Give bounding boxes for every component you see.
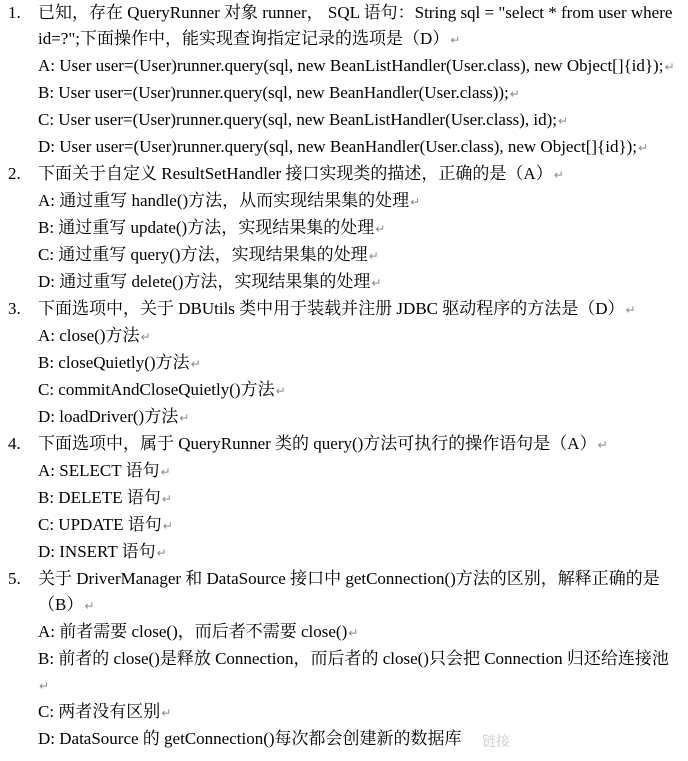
question-number: 3. xyxy=(8,299,21,318)
question-5 xyxy=(0,566,678,752)
question-number: 2. xyxy=(8,164,21,183)
question-number: 1. xyxy=(8,3,21,22)
question-3 xyxy=(0,296,678,431)
option-d: D: DataSource 的 getConnection()每次都会创建新的数据库 xyxy=(38,729,462,748)
question-stem: 关于 DriverManager 和 DataSource 接口中 getConnection()方法的区别，解释正确的是（B）↵ xyxy=(38,569,660,614)
option-d: D: INSERT 语句↵ xyxy=(38,542,167,561)
question-4 xyxy=(0,431,678,566)
question-number: 5. xyxy=(8,569,21,588)
question-number: 4. xyxy=(8,434,21,453)
option-c: C: User user=(User)runner.query(sql, new BeanListHandler(User.class), id);↵ xyxy=(38,110,569,129)
option-d: D: User user=(User)runner.query(sql, new BeanHandler(User.class), new Object[]{id});↵ xyxy=(38,137,649,156)
option-b: B: closeQuietly()方法↵ xyxy=(38,353,201,372)
question-stem: 下面选项中，关于 DBUtils 类中用于装载并注册 JDBC 驱动程序的方法是（D）↵ xyxy=(38,299,636,318)
option-b: B: 前者的 close()是释放 Connection，而后者的 close()只会把 Connection 归还给连接池↵ xyxy=(38,649,669,693)
option-b: B: User user=(User)runner.query(sql, new BeanHandler(User.class));↵ xyxy=(38,83,520,102)
option-a: A: 前者需要 close()，而后者不需要 close()↵ xyxy=(38,622,359,641)
option-d: D: loadDriver()方法↵ xyxy=(38,407,190,426)
question-2 xyxy=(0,161,678,296)
question-stem: 已知，存在 QueryRunner 对象 runner， SQL 语句：String sql = "select * from user where id=?";下面操作中，能实现查询指定记录的选项是（D）↵ xyxy=(38,3,673,48)
option-c: C: commitAndCloseQuietly()方法↵ xyxy=(38,380,286,399)
option-c: C: 通过重写 query()方法，实现结果集的处理↵ xyxy=(38,245,379,264)
question-stem: 下面选项中，属于 QueryRunner 类的 query()方法可执行的操作语句是（A）↵ xyxy=(38,434,608,453)
option-a: A: User user=(User)runner.query(sql, new BeanListHandler(User.class), new Object[]{id});↵ xyxy=(38,56,675,75)
option-a: A: close()方法↵ xyxy=(38,326,151,345)
option-c: C: UPDATE 语句↵ xyxy=(38,515,173,534)
option-a: A: SELECT 语句↵ xyxy=(38,461,171,480)
question-stem: 下面关于自定义 ResultSetHandler 接口实现类的描述，正确的是（A）↵ xyxy=(38,164,564,183)
option-a: A: 通过重写 handle()方法，从而实现结果集的处理↵ xyxy=(38,191,421,210)
option-c: C: 两者没有区别↵ xyxy=(38,702,172,721)
option-b: B: 通过重写 update()方法，实现结果集的处理↵ xyxy=(38,218,386,237)
option-d: D: 通过重写 delete()方法，实现结果集的处理↵ xyxy=(38,272,382,291)
watermark: 链接 xyxy=(482,734,510,750)
option-b: B: DELETE 语句↵ xyxy=(38,488,172,507)
question-1 xyxy=(0,0,678,161)
